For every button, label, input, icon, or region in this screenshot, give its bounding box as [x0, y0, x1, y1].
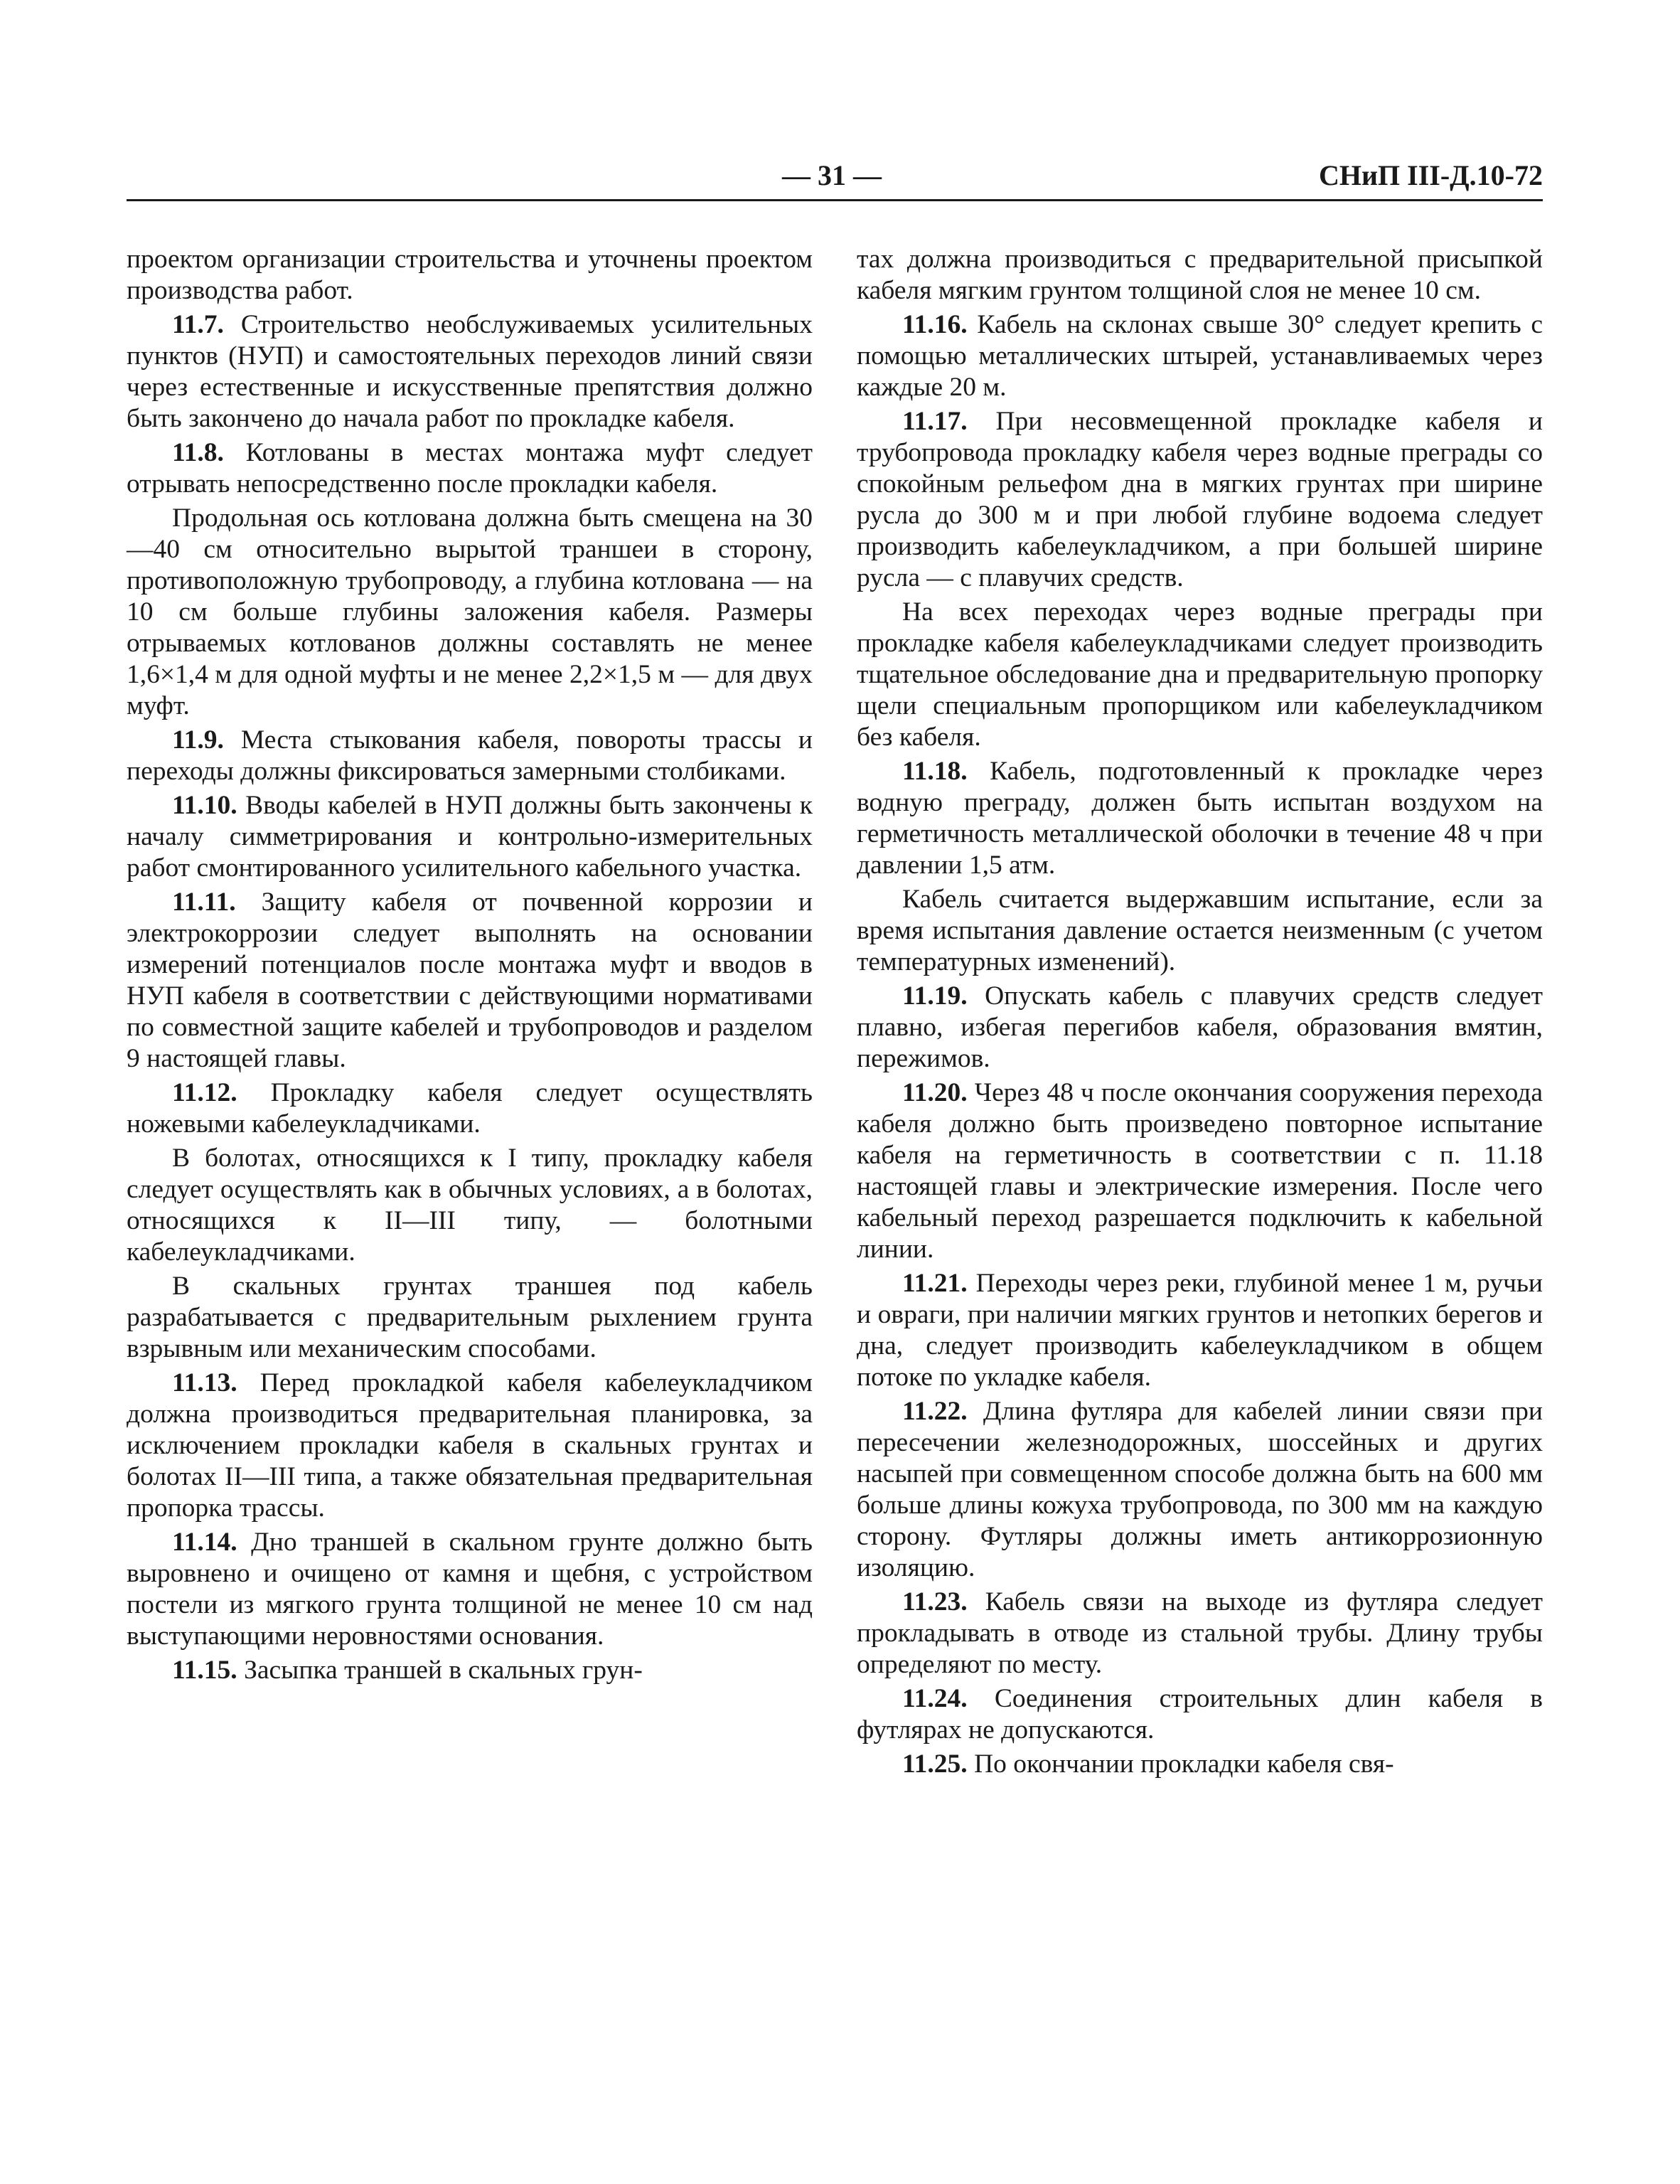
paragraph — [127, 725, 813, 787]
page-number: — 31 — — [782, 159, 882, 191]
paragraph — [857, 1749, 1543, 1780]
paragraph-text: При несовмещенной прокладке кабеля и трубопровода прокладку кабеля через водные преграды со спокойным рельефом дна в мягких грунтах при ширине русла до 300 м и при любой глубине водоема следует производить кабелеукладчиком, а при большей ширине русла — с плавучих средств. — [857, 407, 1543, 592]
paragraph-text: Котлованы в местах монтажа муфт следует отрывать непосредственно после прокладки кабеля. — [127, 438, 813, 499]
paragraph-text: Прокладку кабеля следует осуществлять ножевыми кабелеукладчиками. — [127, 1078, 813, 1139]
paragraph-text: Через 48 ч после окончания сооружения перехода кабеля должно быть произведено повторное испытание кабеля на герметичность в соответствии с п. 11.18 настоящей главы и электрические измерения. После чего кабельный переход разрешается подключить к кабельной линии. — [857, 1078, 1543, 1264]
paragraph-text: Продольная ось котлована должна быть смещена на 30—40 см относительно вырытой траншеи в сторону, противоположную трубопроводу, а глубина котлована — на 10 см больше глубины заложения кабеля. Размеры отрываемых котлованов должны составлять не менее 1,6×1,4 м для одной муфты и не менее 2,2×1,5 м — для двух муфт. — [127, 504, 813, 720]
paragraph — [127, 244, 813, 307]
paragraph — [127, 1655, 813, 1686]
paragraph-text: По окончании прокладки кабеля свя- — [974, 1749, 1394, 1779]
paragraph-text: Кабель связи на выходе из футляра следует прокладывать в отводе из стальной трубы. Длину трубы определяют по месту. — [857, 1587, 1543, 1679]
paragraph — [857, 244, 1543, 307]
paragraph-number: 11.18. — [902, 757, 968, 786]
paragraph-text: Кабель считается выдержавшим испытание, если за время испытания давление остается неизменным (с учетом температурных изменений). — [857, 885, 1543, 976]
paragraph-number: 11.19. — [902, 981, 968, 1011]
paragraph — [127, 1527, 813, 1652]
paragraph-text: Вводы кабелей в НУП должны быть закончены к началу симметрирования и контрольно-измерительных работ смонтированного усилительного кабельного участка. — [127, 791, 813, 883]
paragraph — [127, 1143, 813, 1268]
paragraph-number: 11.20. — [902, 1078, 968, 1107]
paragraph-text: Дно траншей в скальном грунте должно быть выровнено и очищено от камня и щебня, с устройством постели из мягкого грунта толщиной не менее 10 см над выступающими неровностями основания. — [127, 1528, 813, 1651]
paragraph-number: 11.11. — [172, 888, 236, 917]
left-column — [127, 244, 813, 1689]
paragraph-text: Перед прокладкой кабеля кабелеукладчиком должна производиться предварительная планировка, за исключением прокладки кабеля в скальных грунтах и болотах II—III типа, а также обязательная предварительная пропорка трассы. — [127, 1368, 813, 1523]
paragraph-text: Длина футляра для кабелей линии связи при пересечении железнодорожных, шоссейных и других насыпей при совмещенном способе должна быть на 600 мм больше длины кожуха трубопровода, по 300 мм на каждую сторону. Футляры должны иметь антикоррозионную изоляцию. — [857, 1397, 1543, 1582]
paragraph-number: 11.23. — [902, 1587, 968, 1616]
paragraph-number: 11.10. — [172, 791, 237, 820]
paragraph-number: 11.7. — [172, 310, 224, 339]
paragraph-text: Кабель, подготовленный к прокладке через водную преграду, должен быть испытан воздухом на герметичность металлической оболочки в течение 48 ч при давлении 1,5 атм. — [857, 757, 1543, 880]
paragraph-number: 11.22. — [902, 1397, 968, 1426]
paragraph — [857, 406, 1543, 594]
paragraph — [857, 756, 1543, 881]
paragraph — [127, 1368, 813, 1524]
right-column — [857, 244, 1543, 1783]
paragraph-number: 11.17. — [902, 407, 968, 436]
paragraph — [857, 1396, 1543, 1584]
paragraph — [127, 1077, 813, 1140]
document-code: СНиП III-Д.10-72 — [1318, 159, 1543, 191]
paragraph-text: Засыпка траншей в скальных грун- — [244, 1656, 643, 1685]
paragraph — [127, 503, 813, 722]
header-rule — [127, 199, 1543, 201]
paragraph-text: Соединения строительных длин кабеля в футлярах не допускаются. — [857, 1684, 1543, 1744]
paragraph — [127, 790, 813, 884]
paragraph-number: 11.14. — [172, 1528, 237, 1557]
paragraph — [857, 309, 1543, 403]
paragraph-text: Места стыкования кабеля, повороты трассы и переходы должны фиксироваться замерными столбиками. — [127, 725, 813, 786]
paragraph-number: 11.25. — [902, 1749, 968, 1779]
paragraph-text: Опускать кабель с плавучих средств следует плавно, избегая перегибов кабеля, образования вмятин, пережимов. — [857, 981, 1543, 1073]
paragraph-text: проектом организации строительства и уточнены проектом производства работ. — [127, 245, 813, 305]
paragraph — [127, 887, 813, 1075]
paragraph-text: Строительство необслуживаемых усилительных пунктов (НУП) и самостоятельных переходов линий связи через естественные и искусственные препятствия должно быть закончено до начала работ по прокладке кабеля. — [127, 310, 813, 433]
paragraph-number: 11.8. — [172, 438, 224, 467]
paragraph-text: На всех переходах через водные преграды при прокладке кабеля кабелеукладчиками следует производить тщательное обследование дна и предварительную пропорку щели специальным пропорщиком или кабелеукладчиком без кабеля. — [857, 597, 1543, 752]
paragraph — [857, 1077, 1543, 1265]
paragraph-number: 11.13. — [172, 1368, 237, 1397]
paragraph-number: 11.12. — [172, 1078, 237, 1107]
paragraph — [857, 981, 1543, 1075]
paragraph-text: тах должна производиться с предварительной присыпкой кабеля мягким грунтом толщиной слоя не менее 10 см. — [857, 245, 1543, 305]
paragraph — [857, 1587, 1543, 1680]
paragraph — [127, 437, 813, 500]
paragraph-number: 11.24. — [902, 1684, 968, 1713]
paragraph-number: 11.21. — [902, 1269, 968, 1298]
paragraph-text: В болотах, относящихся к I типу, прокладку кабеля следует осуществлять как в обычных условиях, а в болотах, относящихся к II—III типу, — болотными кабелеукладчиками. — [127, 1144, 813, 1267]
paragraph — [127, 1271, 813, 1365]
paragraph — [127, 309, 813, 435]
paragraph — [857, 1268, 1543, 1393]
paragraph — [857, 1683, 1543, 1746]
paragraph-text: Переходы через реки, глубиной менее 1 м, ручьи и овраги, при наличии мягких грунтов и нетопких берегов и дна, следует производить кабелеукладчиком в общем потоке по укладке кабеля. — [857, 1269, 1543, 1392]
paragraph-number: 11.9. — [172, 725, 224, 755]
paragraph-number: 11.15. — [172, 1656, 237, 1685]
paragraph — [857, 884, 1543, 978]
paragraph-text: В скальных грунтах траншея под кабель разрабатывается с предварительным рыхлением грунта взрывным или механическим способами. — [127, 1272, 813, 1363]
paragraph-text: Кабель на склонах свыше 30° следует крепить с помощью металлических штырей, устанавливаемых через каждые 20 м. — [857, 310, 1543, 402]
paragraph — [857, 597, 1543, 753]
paragraph-text: Защиту кабеля от почвенной коррозии и электрокоррозии следует выполнять на основании измерений потенциалов после монтажа муфт и вводов в НУП кабеля в соответствии с действующими нормативами по совместной защите кабелей и трубопроводов и разделом 9 настоящей главы. — [127, 888, 813, 1073]
paragraph-number: 11.16. — [902, 310, 968, 339]
